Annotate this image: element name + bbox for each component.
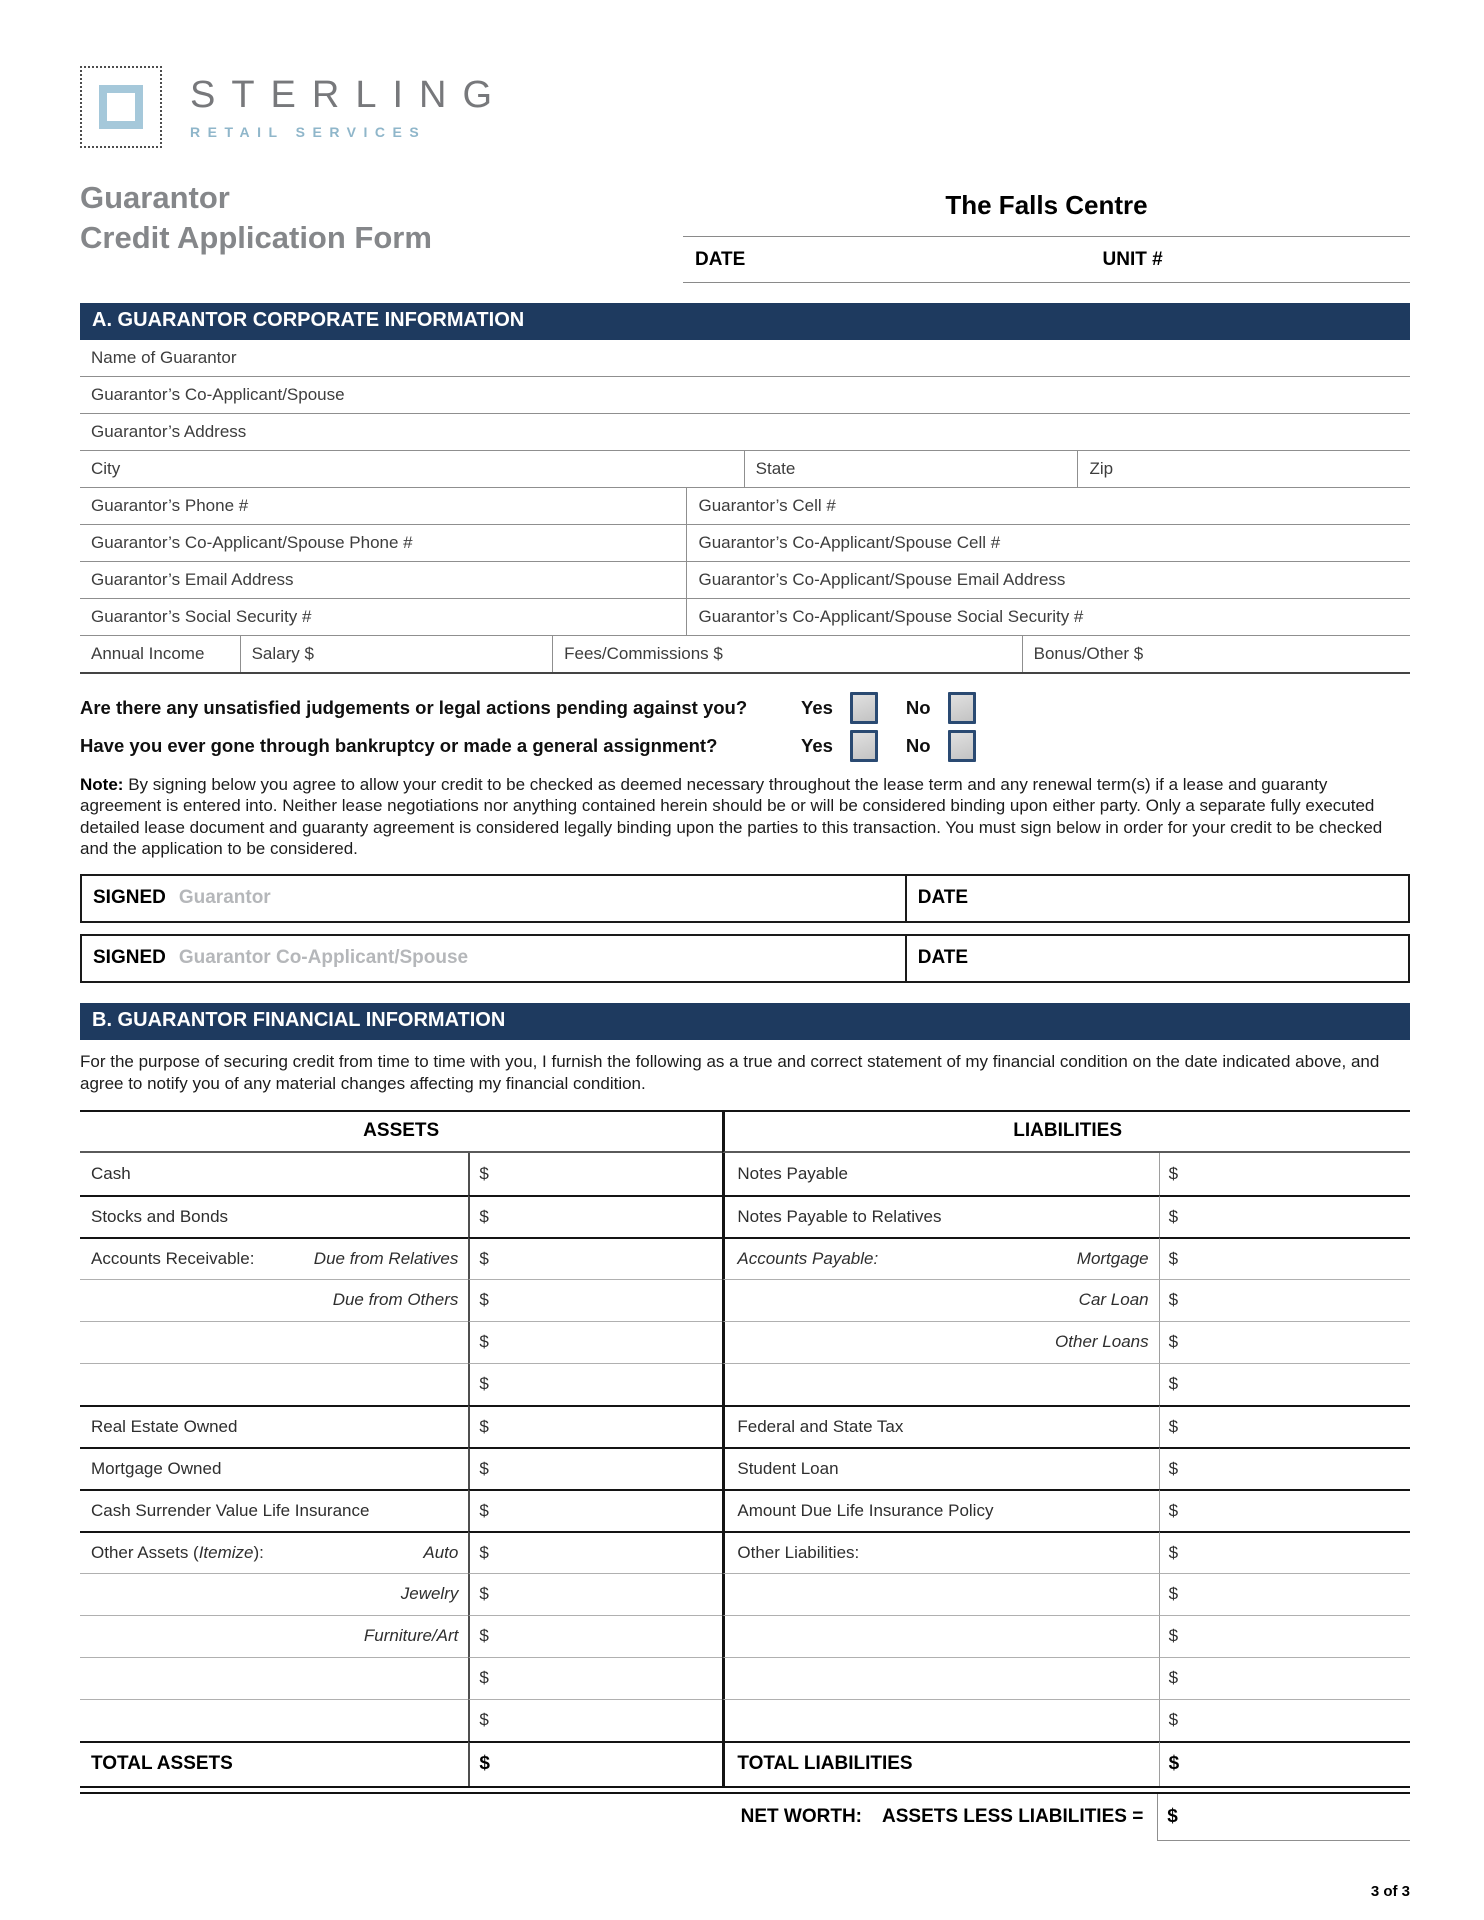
currency-symbol: $ xyxy=(479,1206,489,1226)
asset-label xyxy=(80,1363,468,1405)
signer-hint: Guarantor Co-Applicant/Spouse xyxy=(178,947,469,969)
field-row xyxy=(80,636,1410,674)
liability-amount-field[interactable] xyxy=(1159,1321,1410,1363)
liability-amount-field[interactable] xyxy=(1159,1573,1410,1615)
asset-amount-field[interactable] xyxy=(468,1237,722,1279)
field-label: Guarantor’s Co-Applicant/Spouse Cell # xyxy=(698,533,1001,552)
liability-amount-field[interactable] xyxy=(1159,1699,1410,1741)
currency-symbol: $ xyxy=(479,1248,489,1268)
currency-symbol: $ xyxy=(479,1710,489,1730)
yes-checkbox[interactable] xyxy=(850,730,878,762)
asset-amount-field[interactable] xyxy=(468,1615,722,1657)
note-paragraph xyxy=(80,774,1410,860)
asset-label xyxy=(80,1279,468,1321)
liability-amount-field[interactable] xyxy=(1159,1615,1410,1657)
liability-label xyxy=(722,1321,1158,1363)
property-name: The Falls Centre xyxy=(683,190,1410,237)
label-part: Stocks and Bonds xyxy=(91,1206,229,1226)
total-double-rule xyxy=(80,1786,1410,1794)
yes-checkbox[interactable] xyxy=(850,692,878,724)
label-text xyxy=(91,1249,254,1269)
currency-symbol: $ xyxy=(1168,1290,1179,1310)
signature-row-co-applicant xyxy=(80,934,1410,983)
question-row xyxy=(80,692,1410,724)
assets-liabilities-table xyxy=(80,1110,1410,1786)
note-text: By signing below you agree to allow your credit to be checked as deemed necessary throughout the lease term and any renewal term(s) if a lease and guaranty agreement is entered into. Neither lease negotiations nor anything contained herein should be or will be considered binding upon either party. Only a separate fully executed detailed lease document and guaranty agreement is considered legally binding upon the parties to this transaction. You must sign below in order for your credit to be checked and the application to be considered. xyxy=(80,775,1383,859)
label-part: Other Assets ( xyxy=(91,1542,199,1562)
date-label: DATE xyxy=(917,887,969,909)
sterling-square-icon xyxy=(99,85,143,129)
label-part: Itemize xyxy=(198,1542,254,1562)
field-label: Zip xyxy=(1089,459,1114,478)
asset-amount-field[interactable] xyxy=(468,1321,722,1363)
liability-label xyxy=(722,1363,1158,1405)
label-text xyxy=(91,1207,228,1227)
field-name-of-guarantor[interactable] xyxy=(80,340,1410,376)
field-row xyxy=(80,488,1410,525)
field-guarantor-s-social-security[interactable] xyxy=(80,599,686,635)
total-liabilities-label xyxy=(722,1741,1158,1786)
field-row xyxy=(80,599,1410,636)
label-part: Accounts Payable: xyxy=(737,1248,879,1268)
section-b-intro: For the purpose of securing credit from time to time with you, I furnish the following as a true and correct statement of my financial condition on the date indicated above, and agree to notify you of any material changes affecting my financial condition. xyxy=(80,1051,1380,1093)
liability-label xyxy=(722,1153,1158,1195)
signer-hint: Guarantor xyxy=(178,887,271,909)
currency-symbol: $ xyxy=(1168,1668,1179,1688)
field-label: Name of Guarantor xyxy=(91,348,237,367)
asset-amount-field[interactable] xyxy=(468,1405,722,1447)
liability-amount-field[interactable] xyxy=(1159,1153,1410,1195)
field-row xyxy=(80,340,1410,377)
liability-amount-field[interactable] xyxy=(1159,1363,1410,1405)
asset-amount-field[interactable] xyxy=(468,1489,722,1531)
currency-symbol: $ xyxy=(1168,1332,1179,1352)
currency-symbol: $ xyxy=(479,1332,489,1352)
no-label: No xyxy=(905,697,931,718)
liability-amount-field[interactable] xyxy=(1159,1531,1410,1573)
liability-label xyxy=(722,1573,1158,1615)
guarantor-signature-field[interactable] xyxy=(82,876,907,921)
no-label: No xyxy=(905,735,931,756)
field-label: State xyxy=(755,459,796,478)
label-sub-item: Car Loan xyxy=(1078,1290,1149,1310)
currency-symbol: $ xyxy=(479,1668,489,1688)
field-city[interactable] xyxy=(80,451,744,487)
question-text: Have you ever gone through bankruptcy or made a general assignment? xyxy=(80,735,718,756)
currency-symbol: $ xyxy=(479,1458,489,1478)
asset-label xyxy=(80,1489,468,1531)
label-sub-item: Mortgage xyxy=(1076,1248,1149,1268)
currency-symbol: $ xyxy=(479,1584,489,1604)
field-row xyxy=(80,451,1410,488)
currency-symbol: $ xyxy=(479,1163,489,1183)
label-text xyxy=(737,1164,848,1184)
field-guarantor-s-co-applicant-spouse-social-security[interactable] xyxy=(686,599,1410,635)
question-text: Are there any unsatisfied judgements or legal actions pending against you? xyxy=(80,697,748,718)
label-part: Amount Due Life Insurance Policy xyxy=(737,1500,994,1520)
currency-symbol: $ xyxy=(479,1500,489,1520)
yes-label: Yes xyxy=(801,735,833,756)
field-row xyxy=(80,562,1410,599)
currency-symbol: $ xyxy=(1167,1805,1178,1827)
label-part: Federal and State Tax xyxy=(737,1416,904,1436)
liability-label xyxy=(722,1279,1158,1321)
date-field[interactable] xyxy=(745,249,1102,271)
currency-symbol: $ xyxy=(1168,1206,1179,1226)
label-part: Notes Payable xyxy=(737,1163,848,1183)
liability-label xyxy=(722,1615,1158,1657)
field-label: City xyxy=(91,459,121,478)
asset-label xyxy=(80,1615,468,1657)
asset-label xyxy=(80,1237,468,1279)
liabilities-column-header: LIABILITIES xyxy=(722,1110,1410,1153)
liability-amount-field[interactable] xyxy=(1159,1237,1410,1279)
field-label: Salary $ xyxy=(251,644,314,663)
net-worth-row xyxy=(80,1794,1410,1841)
section-a-header: A. GUARANTOR CORPORATE INFORMATION xyxy=(80,303,1410,340)
currency-symbol: $ xyxy=(479,1374,489,1394)
unit-cell xyxy=(1103,249,1410,271)
asset-amount-field[interactable] xyxy=(468,1447,722,1489)
asset-amount-field[interactable] xyxy=(468,1363,722,1405)
net-worth-amount-field[interactable] xyxy=(1157,1794,1410,1841)
field-label: Bonus/Other $ xyxy=(1033,644,1144,663)
label-text xyxy=(91,1459,221,1479)
currency-symbol: $ xyxy=(1168,1500,1179,1520)
field-guarantor-s-cell[interactable] xyxy=(686,488,1410,524)
liability-amount-field[interactable] xyxy=(1159,1657,1410,1699)
field-guarantor-s-co-applicant-spouse[interactable] xyxy=(80,377,1410,413)
field-guarantor-s-phone[interactable] xyxy=(80,488,686,524)
liability-amount-field[interactable] xyxy=(1159,1405,1410,1447)
label-part: Accounts Receivable: xyxy=(91,1248,255,1268)
asset-label xyxy=(80,1405,468,1447)
guarantor-credit-application-page xyxy=(80,0,1410,1900)
field-label: Guarantor’s Cell # xyxy=(698,496,836,515)
section-a-fields xyxy=(80,340,1410,674)
liability-label xyxy=(722,1237,1158,1279)
label-sub-item: Due from Relatives xyxy=(313,1248,459,1268)
label-text: TOTAL LIABILITIES xyxy=(737,1753,913,1775)
field-label: Fees/Commissions $ xyxy=(564,644,723,663)
asset-label xyxy=(80,1195,468,1237)
field-state[interactable] xyxy=(744,451,1078,487)
label-text xyxy=(737,1501,993,1521)
note-label: Note: xyxy=(80,775,124,794)
sterling-logo-icon xyxy=(80,66,162,148)
asset-label xyxy=(80,1531,468,1573)
field-guarantor-s-co-applicant-spouse-phone[interactable] xyxy=(80,525,686,561)
currency-symbol: $ xyxy=(1168,1753,1180,1775)
question-row xyxy=(80,730,1410,762)
label-text xyxy=(91,1417,237,1437)
asset-amount-field[interactable] xyxy=(468,1153,722,1195)
liability-amount-field[interactable] xyxy=(1159,1447,1410,1489)
field-label: Guarantor’s Address xyxy=(91,422,247,441)
label-part: Cash xyxy=(91,1163,131,1183)
label-text xyxy=(91,1164,131,1184)
currency-symbol: $ xyxy=(1168,1416,1179,1436)
currency-symbol: $ xyxy=(1168,1374,1179,1394)
label-text xyxy=(737,1543,859,1563)
liability-label xyxy=(722,1447,1158,1489)
asset-amount-field[interactable] xyxy=(468,1699,722,1741)
field-label: Guarantor’s Co-Applicant/Spouse xyxy=(91,385,345,404)
liability-label xyxy=(722,1657,1158,1699)
field-label: Guarantor’s Co-Applicant/Spouse Social Security # xyxy=(698,607,1084,626)
label-sub-item: Furniture/Art xyxy=(363,1626,459,1646)
form-title-line2: Credit Application Form xyxy=(80,220,432,256)
form-title-line1: Guarantor xyxy=(80,180,230,215)
label-text xyxy=(91,1543,264,1563)
liability-label xyxy=(722,1489,1158,1531)
field-fees-commissions[interactable] xyxy=(552,636,1021,672)
label-part: Cash Surrender Value Life Insurance xyxy=(91,1500,370,1520)
sterling-logo-text xyxy=(190,74,508,140)
field-row xyxy=(80,377,1410,414)
label-text xyxy=(737,1249,878,1269)
label-part: Student Loan xyxy=(737,1458,839,1478)
field-row xyxy=(80,414,1410,451)
co-applicant-signature-date-field[interactable] xyxy=(907,936,1408,981)
asset-amount-field[interactable] xyxy=(468,1195,722,1237)
currency-symbol: $ xyxy=(1168,1542,1179,1562)
label-part: Other Liabilities: xyxy=(737,1542,860,1562)
label-sub-item: Jewelry xyxy=(400,1584,459,1604)
asset-label xyxy=(80,1573,468,1615)
label-sub-item: Other Loans xyxy=(1055,1332,1149,1352)
field-bonus-other[interactable] xyxy=(1022,636,1410,672)
unit-field[interactable] xyxy=(1163,249,1410,271)
no-checkbox[interactable] xyxy=(948,730,976,762)
signature-row-guarantor xyxy=(80,874,1410,923)
asset-amount-field[interactable] xyxy=(468,1573,722,1615)
liability-amount-field[interactable] xyxy=(1159,1489,1410,1531)
date-label: DATE xyxy=(917,947,969,969)
currency-symbol: $ xyxy=(1168,1248,1179,1268)
field-salary[interactable] xyxy=(240,636,553,672)
currency-symbol: $ xyxy=(479,1626,489,1646)
sterling-logo xyxy=(80,62,1410,152)
label-part: Notes Payable to Relatives xyxy=(737,1206,942,1226)
label-text xyxy=(91,1501,369,1521)
currency-symbol: $ xyxy=(479,1542,489,1562)
date-label: DATE xyxy=(695,249,746,270)
field-guarantor-s-email-address[interactable] xyxy=(80,562,686,598)
field-label: Guarantor’s Social Security # xyxy=(91,607,312,626)
signed-label: SIGNED xyxy=(93,947,166,969)
field-guarantor-s-address[interactable] xyxy=(80,414,1410,450)
field-label: Guarantor’s Phone # xyxy=(91,496,249,515)
liability-amount-field[interactable] xyxy=(1159,1195,1410,1237)
liability-amount-field[interactable] xyxy=(1159,1741,1410,1786)
field-label: Annual Income xyxy=(91,644,205,663)
field-annual-income[interactable] xyxy=(80,636,240,672)
liability-label xyxy=(722,1195,1158,1237)
date-cell xyxy=(695,249,1103,271)
page-indicator: 3 of 3 xyxy=(1370,1882,1410,1900)
field-label: Guarantor’s Co-Applicant/Spouse Phone # xyxy=(91,533,413,552)
label-part: ): xyxy=(253,1542,264,1562)
asset-amount-field[interactable] xyxy=(468,1531,722,1573)
brand-tagline: RETAIL SERVICES xyxy=(190,124,427,140)
asset-label xyxy=(80,1321,468,1363)
field-guarantor-s-co-applicant-spouse-email-address[interactable] xyxy=(686,562,1410,598)
field-zip[interactable] xyxy=(1077,451,1410,487)
label-part: Mortgage Owned xyxy=(91,1458,222,1478)
currency-symbol: $ xyxy=(1168,1584,1179,1604)
guarantor-signature-date-field[interactable] xyxy=(907,876,1408,921)
label-sub-item: Due from Others xyxy=(332,1290,459,1310)
label-part: Real Estate Owned xyxy=(91,1416,238,1436)
field-row xyxy=(80,525,1410,562)
liability-label xyxy=(722,1405,1158,1447)
co-applicant-signature-field[interactable] xyxy=(82,936,907,981)
brand-name: STERLING xyxy=(190,74,509,116)
label-sub-item: Auto xyxy=(423,1542,459,1562)
label-text xyxy=(737,1459,838,1479)
currency-symbol: $ xyxy=(479,1290,489,1310)
asset-amount-field[interactable] xyxy=(468,1741,722,1786)
liability-label xyxy=(722,1531,1158,1573)
net-worth-label: NET WORTH: ASSETS LESS LIABILITIES = xyxy=(740,1806,1144,1828)
asset-label xyxy=(80,1657,468,1699)
field-label: Guarantor’s Co-Applicant/Spouse Email Address xyxy=(698,570,1066,589)
section-b-header: B. GUARANTOR FINANCIAL INFORMATION xyxy=(80,1003,1410,1040)
currency-symbol: $ xyxy=(479,1753,490,1775)
asset-amount-field[interactable] xyxy=(468,1657,722,1699)
currency-symbol: $ xyxy=(479,1416,489,1436)
asset-label xyxy=(80,1699,468,1741)
yes-label: Yes xyxy=(801,697,833,718)
currency-symbol: $ xyxy=(1168,1163,1179,1183)
field-guarantor-s-co-applicant-spouse-cell[interactable] xyxy=(686,525,1410,561)
liability-label xyxy=(722,1699,1158,1741)
asset-amount-field[interactable] xyxy=(468,1279,722,1321)
asset-label xyxy=(80,1447,468,1489)
field-label: Guarantor’s Email Address xyxy=(91,570,294,589)
label-text xyxy=(737,1417,903,1437)
currency-symbol: $ xyxy=(1168,1710,1179,1730)
unit-label: UNIT # xyxy=(1102,249,1163,270)
currency-symbol: $ xyxy=(1168,1458,1179,1478)
asset-label xyxy=(80,1153,468,1195)
property-block xyxy=(683,178,1410,283)
signed-label: SIGNED xyxy=(93,887,166,909)
label-text: TOTAL ASSETS xyxy=(91,1753,233,1775)
credit-questions xyxy=(80,692,1410,762)
currency-symbol: $ xyxy=(1168,1626,1179,1646)
total-assets-label xyxy=(80,1741,468,1786)
liability-amount-field[interactable] xyxy=(1159,1279,1410,1321)
label-text xyxy=(737,1207,941,1227)
date-unit-row xyxy=(683,237,1410,283)
assets-column-header: ASSETS xyxy=(80,1110,722,1153)
form-header xyxy=(80,178,1410,283)
no-checkbox[interactable] xyxy=(948,692,976,724)
form-title xyxy=(80,178,432,283)
